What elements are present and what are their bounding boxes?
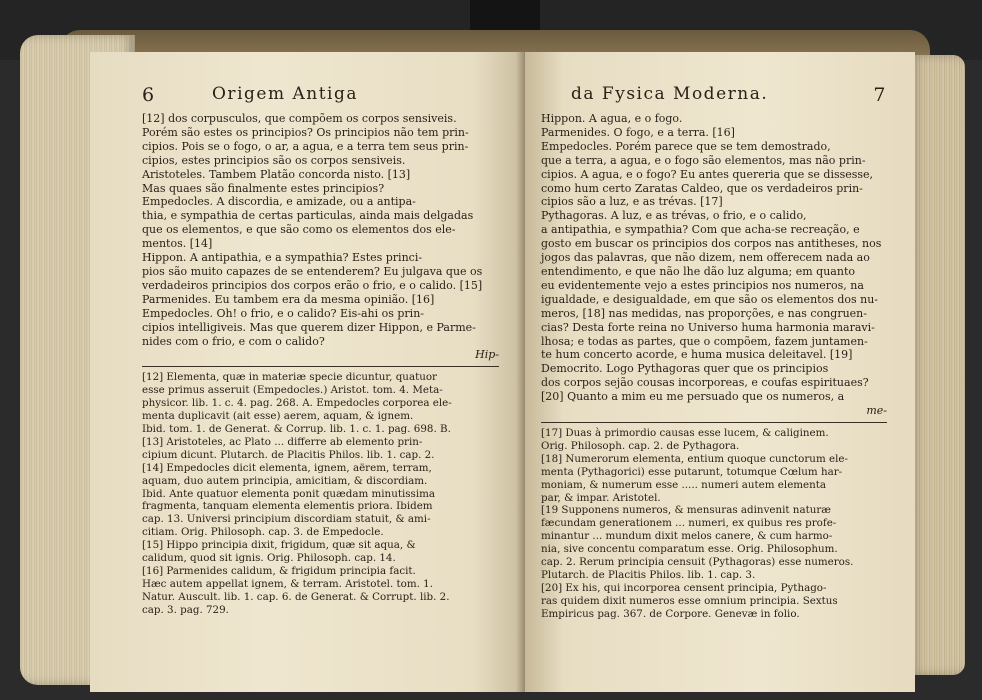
footnote-line: minantur ... mundum dixit melos canere, & cum harmo- <box>541 530 833 543</box>
footnote-line: [16] Parmenides calidum, & frigidum principia facit. <box>142 565 416 577</box>
footnote-line: Plutarch. de Placitis Philos. lib. 1. cap. 3. <box>541 569 756 581</box>
footnote-line: [20] Ex his, qui incorporea censent principia, Pythago- <box>541 581 827 594</box>
body-line: meros, [18] nas medidas, nas proporções, e nas congruen- <box>541 306 867 320</box>
body-line: cipios intelligiveis. Mas que querem dizer Hippon, e Parme- <box>142 320 476 334</box>
page-edges-right <box>910 55 965 675</box>
body-line: te hum concerto acorde, e huma musica deleitavel. [19] <box>541 348 853 362</box>
footnote-line: par, & impar. Aristotel. <box>541 491 661 504</box>
left-page-number: 6 <box>142 84 156 106</box>
body-line: cipios. Pois se o fogo, o ar, a agua, e a terra tem seus prin- <box>142 139 469 153</box>
footnote-line: Natur. Auscult. lib. 1. cap. 6. de Generat. & Corrupt. lib. 2. <box>142 590 450 603</box>
right-footnote-rule <box>541 422 887 423</box>
footnote-line: Empiricus pag. 367. de Corpore. Genevæ in folio. <box>541 607 800 620</box>
footnote-line: menta (Pythagorici) esse putarunt, totumque Cœlum har- <box>541 465 843 478</box>
right-catchword: me- <box>866 404 887 418</box>
body-line: entendimento, e que não lhe dão luz alguma; em quanto <box>541 264 855 278</box>
right-footnotes <box>541 427 887 621</box>
body-line: Parmenides. Eu tambem era da mesma opinião. [16] <box>142 292 435 306</box>
right-running-header <box>541 84 887 112</box>
left-running-header <box>142 84 499 112</box>
footnote-line: cap. 3. pag. 729. <box>142 603 229 616</box>
footnote-line: esse primus asseruit (Empedocles.) Aristot. tom. 4. Meta- <box>142 384 443 397</box>
body-line: Hippon. A antipathia, e a sympathia? Estes princi- <box>142 251 423 265</box>
right-page <box>525 52 915 692</box>
body-line: cipios. A agua, e o fogo? Eu antes quereria que se dissesse, <box>541 167 874 181</box>
body-line: Aristoteles. Tambem Platão concorda nisto. [13] <box>142 167 411 181</box>
footnote-line: fæcundam generationem ... numeri, ex quibus res profe- <box>541 517 837 530</box>
footnote-line: Orig. Philosoph. cap. 2. de Pythagora. <box>541 439 740 452</box>
body-line: [12] dos corpusculos, que compõem os corpos sensiveis. <box>142 112 457 125</box>
body-line: que os elementos, e que são como os elementos dos ele- <box>142 223 456 237</box>
footnote-line: cipium dicunt. Plutarch. de Placitis Philos. lib. 1. cap. 2. <box>142 448 435 461</box>
left-page <box>90 52 525 692</box>
body-line: igualdade, e desigualdade, em que são os elementos dos nu- <box>541 292 879 306</box>
body-line: Empedocles. A discordia, e amizade, ou a antipa- <box>142 195 416 209</box>
body-line: Empedocles. Oh! o frio, e o calido? Eis-ahi os prin- <box>142 306 424 320</box>
footnote-line: physicor. lib. 1. c. 4. pag. 268. A. Empedocles corporea ele- <box>142 397 452 410</box>
body-line: Mas quaes são finalmente estes principios? <box>142 181 385 195</box>
body-line: nides com o frio, e com o calido? <box>142 334 325 348</box>
footnote-line: [12] Elementa, quæ in materiæ specie dicuntur, quatuor <box>142 371 437 384</box>
body-line: que a terra, a agua, e o fogo são elementos, mas não prin- <box>541 153 866 167</box>
body-line: Parmenides. O fogo, e a terra. [16] <box>541 125 735 139</box>
footnote-line: fragmenta, tanquam elementa elementis priora. Ibidem <box>142 500 433 513</box>
left-catchword: Hip- <box>475 348 499 362</box>
body-line: jogos das palavras, que não dizem, nem offerecem nada ao <box>541 251 870 265</box>
left-running-head: Origem Antiga <box>212 84 358 104</box>
body-line: mentos. [14] <box>142 237 213 251</box>
body-line: lhosa; e todas as partes, que o compõem, fazem juntamen- <box>541 334 868 348</box>
footnote-line: Ibid. Ante quatuor elementa ponit quædam minutissima <box>142 487 436 500</box>
body-line: pios são muito capazes de se entenderem? Eu julgava que os <box>142 264 483 278</box>
left-footnote-rule <box>142 366 499 367</box>
footnote-line: [18] Numerorum elementa, entium quoque cunctorum ele- <box>541 452 848 465</box>
body-line: Pythagoras. A luz, e as trévas, o frio, e o calido, <box>541 209 807 223</box>
open-book <box>20 30 965 695</box>
right-body-text <box>541 112 887 404</box>
footnote-line: cap. 2. Rerum principia censuit (Pythagoras) esse numeros. <box>541 556 854 569</box>
right-page-number: 7 <box>873 84 887 106</box>
left-footnotes <box>142 371 499 616</box>
footnote-line: [13] Aristoteles, ac Plato ... differre ab elemento prin- <box>142 435 423 448</box>
body-line: Hippon. A agua, e o fogo. <box>541 112 683 125</box>
left-body-text <box>142 112 499 348</box>
right-running-head: da Fysica Moderna. <box>571 84 769 104</box>
footnote-line: nia, sive concentu comparatum esse. Orig. Philosophum. <box>541 543 838 556</box>
body-line: Empedocles. Porém parece que se tem demostrado, <box>541 139 831 153</box>
footnote-line: cap. 13. Universi principium discordiam statuit, & ami- <box>142 513 431 526</box>
footnote-line: calidum, quod sit ignis. Orig. Philosoph. cap. 14. <box>142 552 396 565</box>
footnote-line: menta duplicavit (ait esse) aerem, aquam, & ignem. <box>142 410 414 423</box>
body-line: cias? Desta forte reina no Universo huma harmonia maravi- <box>541 320 875 334</box>
footnote-line: [15] Hippo principia dixit, frigidum, quæ sit aqua, & <box>142 539 416 552</box>
body-line: verdadeiros principios dos corpos erão o frio, e o calido. [15] <box>142 278 483 292</box>
body-line: Porém são estes os principios? Os principios não tem prin- <box>142 125 469 139</box>
footnote-line: moniam, & numerum esse ..... numeri autem elementa <box>541 478 827 491</box>
footnote-line: Ibid. tom. 1. de Generat. & Corrup. lib. 1. c. 1. pag. 698. B. <box>142 423 451 436</box>
body-line: dos corpos sejão cousas incorporeas, e coufas espirituaes? <box>541 376 869 390</box>
footnote-line: citiam. Orig. Philosoph. cap. 3. de Empedocle. <box>142 526 384 539</box>
body-line: cipios, estes principios são os corpos sensiveis. <box>142 153 406 167</box>
body-line: eu evidentemente vejo a estes principios nos numeros, na <box>541 278 864 292</box>
body-line: gosto em buscar os principios dos corpos nas antitheses, nos <box>541 237 882 251</box>
body-line: a antipathia, e sympathia? Com que acha-se recreação, e <box>541 223 860 237</box>
footnote-line: [17] Duas à primordio causas esse lucem, & caliginem. <box>541 427 829 440</box>
body-line: como hum certo Zaratas Caldeo, que os verdadeiros prin- <box>541 181 863 195</box>
footnote-line: aquam, duo autem principia, amicitiam, & discordiam. <box>142 474 428 487</box>
body-line: [20] Quanto a mim eu me persuado que os numeros, a <box>541 390 845 404</box>
body-line: Democrito. Logo Pythagoras quer que os principios <box>541 362 829 376</box>
body-line: thia, e sympathia de certas particulas, ainda mais delgadas <box>142 209 474 223</box>
body-line: cipios são a luz, e as trévas. [17] <box>541 195 723 209</box>
footnote-line: ras quidem dixit numeros esse omnium principia. Sextus <box>541 594 838 607</box>
footnote-line: [19 Supponens numeros, & mensuras adinvenit naturæ <box>541 504 831 517</box>
footnote-line: [14] Empedocles dicit elementa, ignem, aërem, terram, <box>142 461 432 474</box>
footnote-line: Hæc autem appellat ignem, & terram. Aristotel. tom. 1. <box>142 577 433 590</box>
